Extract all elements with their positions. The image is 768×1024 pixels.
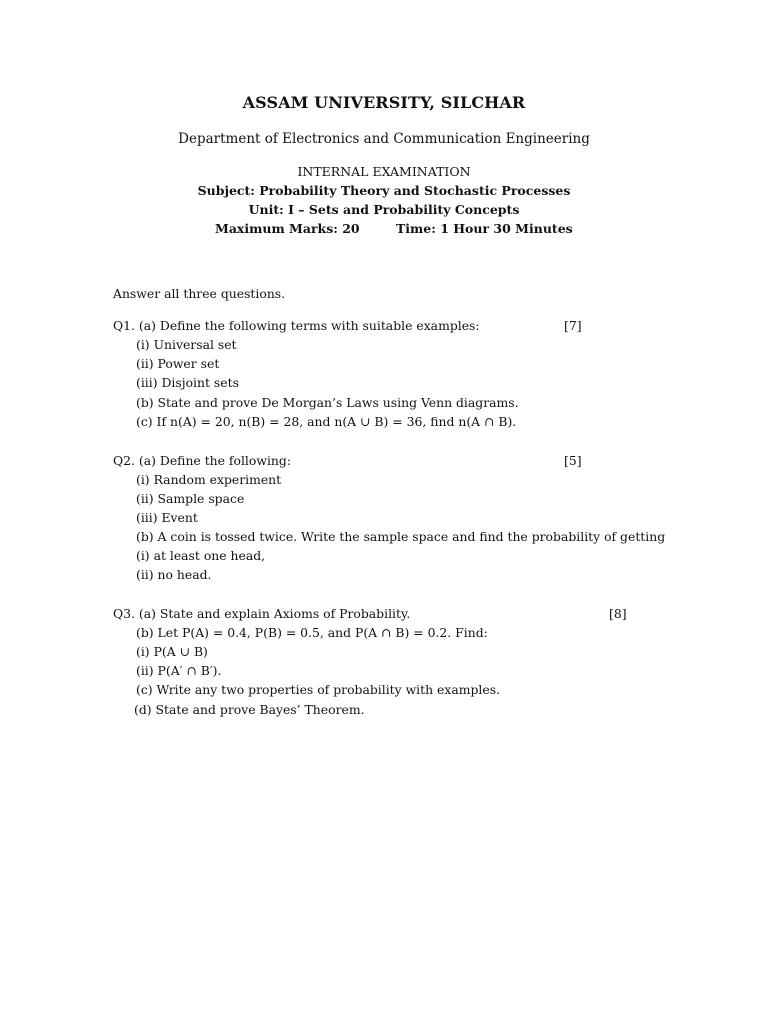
q1-item: (ii) Power set bbox=[136, 356, 220, 371]
q1-part-a: Q1. (a) Define the following terms with suitable examples: bbox=[113, 318, 480, 333]
instruction: Answer all three questions. bbox=[113, 286, 286, 301]
exam-time: Time: 1 Hour 30 Minutes bbox=[396, 221, 573, 236]
q2-item: (ii) Sample space bbox=[136, 491, 245, 506]
q3-part-b: (b) Let P(A) = 0.4, P(B) = 0.5, and P(A ∩ B) = 0.2. Find: bbox=[136, 625, 488, 640]
q2-item: (iii) Event bbox=[136, 510, 198, 525]
q3-item: (i) P(A ∪ B) bbox=[136, 644, 208, 659]
q3-item: (ii) P(A′ ∩ B′). bbox=[136, 663, 222, 678]
q1-marks: [7] bbox=[564, 318, 582, 333]
q3-part-c: (c) Write any two properties of probability with examples. bbox=[136, 682, 501, 697]
q2-marks: [5] bbox=[564, 453, 582, 468]
q2-item: (i) at least one head, bbox=[136, 548, 266, 563]
unit-line: Unit: I – Sets and Probability Concepts bbox=[248, 202, 520, 217]
q2-item: (ii) no head. bbox=[136, 567, 212, 582]
department-name: Department of Electronics and Communication Engineering bbox=[178, 131, 590, 147]
max-marks: Maximum Marks: 20 bbox=[215, 221, 360, 236]
q3-marks: [8] bbox=[609, 606, 627, 621]
q2-part-b: (b) A coin is tossed twice. Write the sample space and find the probability of getting bbox=[136, 529, 666, 544]
q3-part-a: Q3. (a) State and explain Axioms of Probability. bbox=[113, 606, 411, 621]
subject-line: Subject: Probability Theory and Stochastic Processes bbox=[197, 183, 571, 198]
university-name: ASSAM UNIVERSITY, SILCHAR bbox=[242, 93, 526, 112]
q1-part-b: (b) State and prove De Morgan’s Laws using Venn diagrams. bbox=[136, 395, 519, 410]
q2-part-a: Q2. (a) Define the following: bbox=[113, 453, 292, 468]
q1-part-c: (c) If n(A) = 20, n(B) = 28, and n(A ∪ B) = 36, find n(A ∩ B). bbox=[136, 414, 517, 429]
q1-item: (iii) Disjoint sets bbox=[136, 375, 239, 390]
q2-item: (i) Random experiment bbox=[136, 472, 282, 487]
exam-title: INTERNAL EXAMINATION bbox=[297, 164, 471, 179]
q3-part-d: (d) State and prove Bayes’ Theorem. bbox=[134, 702, 365, 717]
q1-item: (i) Universal set bbox=[136, 337, 237, 352]
